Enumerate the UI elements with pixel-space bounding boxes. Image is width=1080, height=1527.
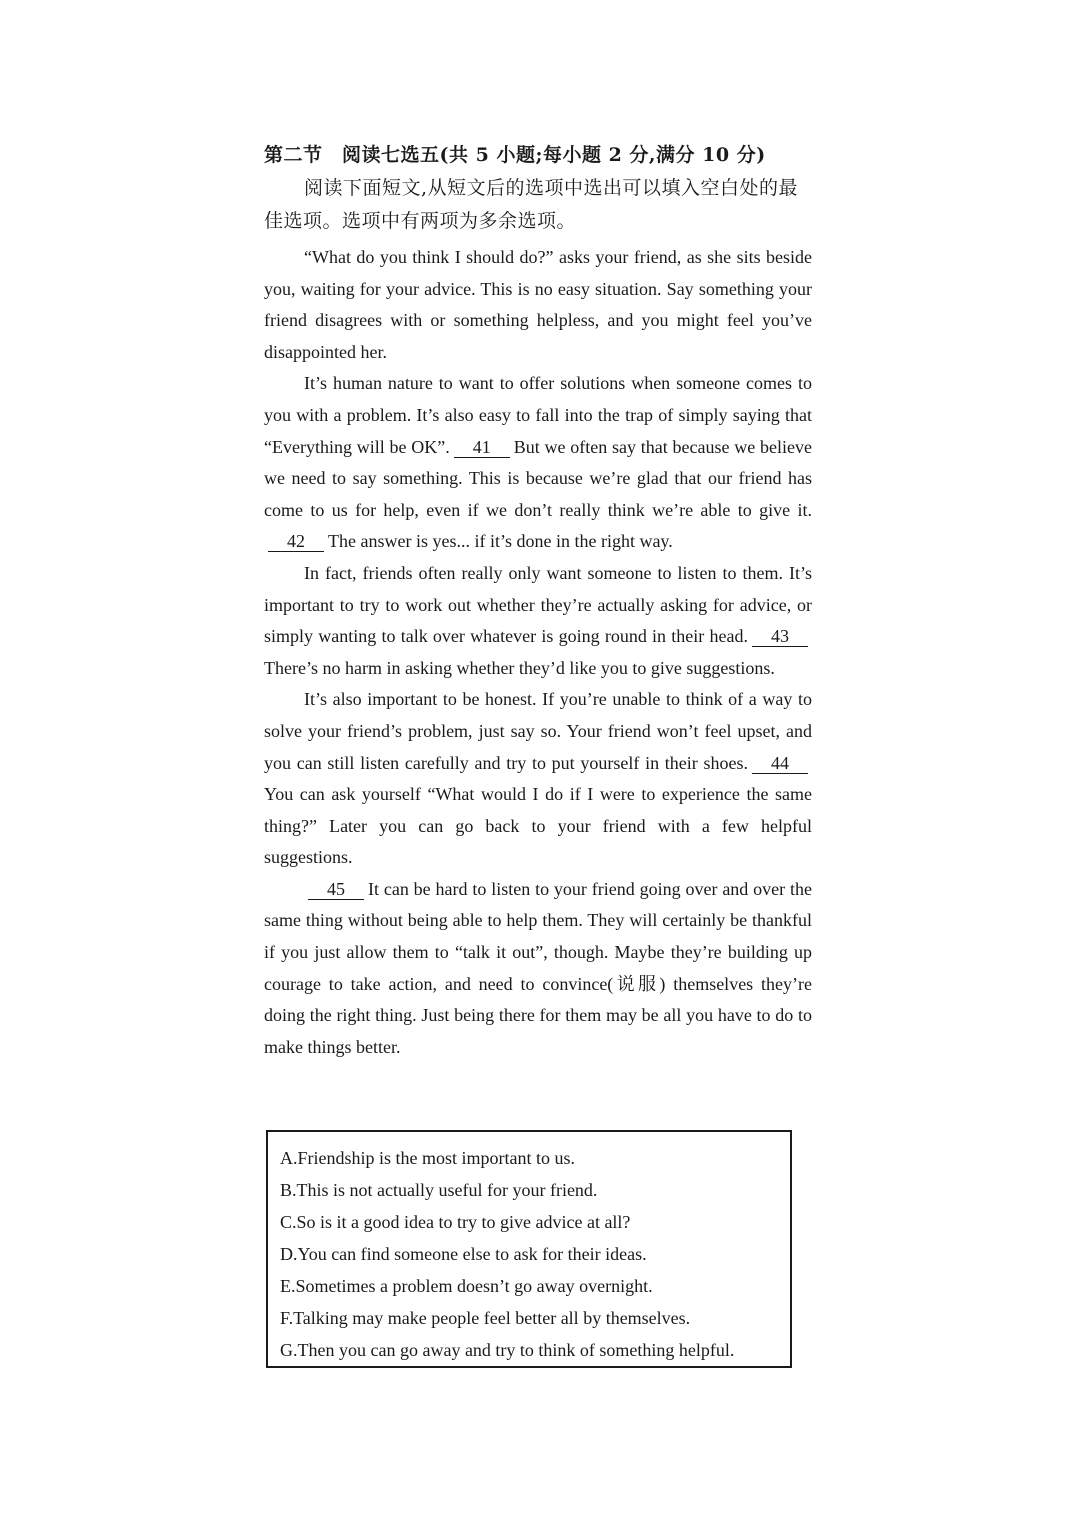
paragraph-3-text-a: In fact, friends often really only want someone to listen to them. It’s important to try to work out whether they’re actually asking for advice, or simply wanting to talk over whatever is going round in their head. (264, 562, 812, 647)
option-f: F.Talking may make people feel better all by themselves. (280, 1308, 691, 1328)
options-box (266, 1130, 792, 1368)
blank-45: 45 (308, 879, 364, 900)
blank-43: 43 (752, 626, 808, 647)
paragraph-3-text-b: There’s no harm in asking whether they’d like you to give suggestions. (264, 657, 775, 678)
paragraph-5-text: It can be hard to listen to your friend going over and over the same thing without being able to help them. They will certainly be thankful if you just allow them to “talk it out”, though. Maybe they’re building up courage to take action, and need to convince(说服) themselves they’re doing the right thing. Just being there for them may be all you have to do to make things better. (264, 878, 812, 1057)
paragraph-1-text: “What do you think I should do?” asks your friend, as she sits beside you, waiting for your advice. This is no easy situation. Say something your friend disagrees with or something helpless, and you might feel you’ve disappointed her. (264, 247, 812, 362)
paragraph-5 (264, 874, 812, 1064)
option-g: G.Then you can go away and try to think of something helpful. (280, 1340, 735, 1360)
option-b: B.This is not actually useful for your friend. (280, 1180, 598, 1200)
section-instructions: 阅读下面短文,从短文后的选项中选出可以填入空白处的最佳选项。选项中有两项为多余选项。 (264, 177, 799, 232)
option-e: E.Sometimes a problem doesn’t go away overnight. (280, 1276, 653, 1296)
paragraph-2-text-c: The answer is yes... if it’s done in the right way. (328, 531, 673, 552)
option-a: A.Friendship is the most important to us. (280, 1148, 575, 1168)
paragraph-2 (264, 368, 812, 558)
paragraph-4 (264, 684, 812, 874)
paragraph-1 (264, 242, 812, 368)
blank-41: 41 (454, 437, 510, 458)
paragraph-4-text-a: It’s also important to be honest. If you’re unable to think of a way to solve your friend’s problem, just say so. Your friend won’t feel upset, and you can still listen carefully and try to put yourself in their shoes. (264, 689, 812, 773)
blank-42: 42 (268, 531, 324, 552)
paragraph-3 (264, 558, 812, 684)
option-d: D.You can find someone else to ask for their ideas. (280, 1244, 647, 1264)
blank-44: 44 (752, 753, 808, 774)
paragraph-4-text-b: You can ask yourself “What would I do if I were to experience the same thing?” Later you can go back to your friend with a few helpful suggestions. (264, 784, 812, 868)
exam-section (264, 140, 812, 1063)
paragraph-2-text-b: But we often say that because we believe we need to say something. This is because we’re glad that our friend has come to us for help, even if we don’t really think we’re able to give it. (264, 436, 812, 520)
paragraph-2-text-a: It’s human nature to want to offer solutions when someone comes to you with a problem. It’s also easy to fall into the trap of simply saying that “Everything will be OK”. (264, 373, 812, 457)
option-c: C.So is it a good idea to try to give advice at all? (280, 1212, 631, 1232)
section-title: 第二节 阅读七选五(共 5 小题;每小题 2 分,满分 10 分) (264, 144, 766, 166)
